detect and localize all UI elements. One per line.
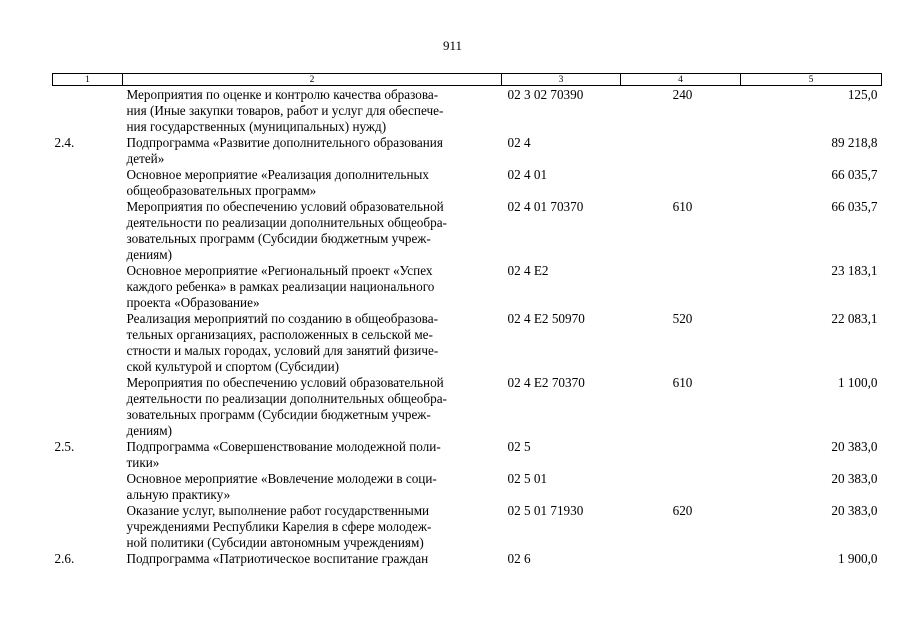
- row-name: Мероприятия по обеспечению условий образовательной деятельности по реализации дополнительных общеобра- зовательных программ (Субсидии бюджетным учреж- дениям): [126, 375, 447, 438]
- table-row: [53, 86, 882, 136]
- row-amount: 66 035,7: [831, 199, 878, 214]
- table-row: [53, 551, 882, 567]
- budget-code: 02 5 01 71930: [507, 503, 584, 518]
- row-amount: 20 383,0: [831, 439, 878, 454]
- budget-code: 02 4 E2 70370: [507, 375, 585, 390]
- table-row: [53, 167, 882, 199]
- budget-table: [52, 73, 882, 567]
- table-row: [53, 375, 882, 439]
- row-amount: 22 083,1: [831, 311, 878, 326]
- expense-type: [621, 135, 741, 167]
- row-number: [53, 375, 123, 439]
- table-row: [53, 311, 882, 375]
- row-name: Основное мероприятие «Вовлечение молодежи в соци- альную практику»: [126, 471, 437, 502]
- budget-code: 02 4: [507, 135, 531, 150]
- row-number: [53, 471, 123, 503]
- row-name: Основное мероприятие «Региональный проект «Успех каждого ребенка» в рамках реализации национального проекта «Образование»: [126, 263, 435, 310]
- row-name: Подпрограмма «Патриотическое воспитание граждан: [126, 551, 429, 566]
- budget-code: 02 5: [507, 439, 531, 454]
- budget-code: 02 4 E2: [507, 263, 549, 278]
- table-row: [53, 439, 882, 471]
- table-row: [53, 135, 882, 167]
- expense-type: 610: [672, 199, 693, 214]
- row-amount: 125,0: [847, 87, 878, 102]
- row-number: [53, 263, 123, 311]
- table-body: [53, 86, 882, 568]
- expense-type: [621, 471, 741, 503]
- row-number: [53, 86, 123, 136]
- row-number: [53, 199, 123, 263]
- budget-code: 02 6: [507, 551, 531, 566]
- expense-type: [621, 263, 741, 311]
- column-header-4: 4: [621, 74, 741, 86]
- row-name: Мероприятия по оценке и контролю качества образова- ния (Иные закупки товаров, работ и услуг для обеспече- ния государственных (муниципальных) нужд): [126, 87, 444, 134]
- row-amount: 66 035,7: [831, 167, 878, 182]
- expense-type: [621, 439, 741, 471]
- expense-type: [621, 551, 741, 567]
- row-amount: 1 900,0: [837, 551, 878, 566]
- row-number: 2.6.: [54, 551, 75, 566]
- row-number: 2.4.: [54, 135, 75, 150]
- row-number: 2.5.: [54, 439, 75, 454]
- table-row: [53, 263, 882, 311]
- row-number: [53, 503, 123, 551]
- row-number: [53, 167, 123, 199]
- expense-type: 240: [672, 87, 693, 102]
- row-name: Реализация мероприятий по созданию в общеобразова- тельных организациях, расположенных в сельской ме- стности и малых городах, условий для занятий физиче- ской культурой и спортом (Субсидии): [126, 311, 439, 374]
- row-name: Подпрограмма «Развитие дополнительного образования детей»: [126, 135, 443, 166]
- table-row: [53, 503, 882, 551]
- row-name: Оказание услуг, выполнение работ государственными учреждениями Республики Карелия в сфере молодеж- ной политики (Субсидии автономным учреждениям): [126, 503, 432, 550]
- expense-type: [621, 167, 741, 199]
- row-amount: 20 383,0: [831, 471, 878, 486]
- column-header-3: 3: [502, 74, 621, 86]
- row-name: Подпрограмма «Совершенствование молодежной поли- тики»: [126, 439, 441, 470]
- row-number: [53, 311, 123, 375]
- row-amount: 1 100,0: [837, 375, 878, 390]
- row-amount: 20 383,0: [831, 503, 878, 518]
- budget-code: 02 4 01 70370: [507, 199, 584, 214]
- table-row: [53, 471, 882, 503]
- row-name: Мероприятия по обеспечению условий образовательной деятельности по реализации дополнительных общеобра- зовательных программ (Субсидии бюджетным учреж- дениям): [126, 199, 447, 262]
- row-amount: 23 183,1: [831, 263, 878, 278]
- column-header-2: 2: [123, 74, 502, 86]
- expense-type: 620: [672, 503, 693, 518]
- table-row: [53, 199, 882, 263]
- budget-code: 02 3 02 70390: [507, 87, 584, 102]
- expense-type: 520: [672, 311, 693, 326]
- header-row: [53, 74, 882, 86]
- table-header: [53, 74, 882, 86]
- column-header-5: 5: [741, 74, 882, 86]
- page-number: 911: [442, 38, 463, 53]
- budget-code: 02 4 01: [507, 167, 548, 182]
- expense-type: 610: [672, 375, 693, 390]
- column-header-1: 1: [53, 74, 123, 86]
- budget-code: 02 4 E2 50970: [507, 311, 585, 326]
- budget-code: 02 5 01: [507, 471, 548, 486]
- row-amount: 89 218,8: [831, 135, 878, 150]
- row-name: Основное мероприятие «Реализация дополнительных общеобразовательных программ»: [126, 167, 429, 198]
